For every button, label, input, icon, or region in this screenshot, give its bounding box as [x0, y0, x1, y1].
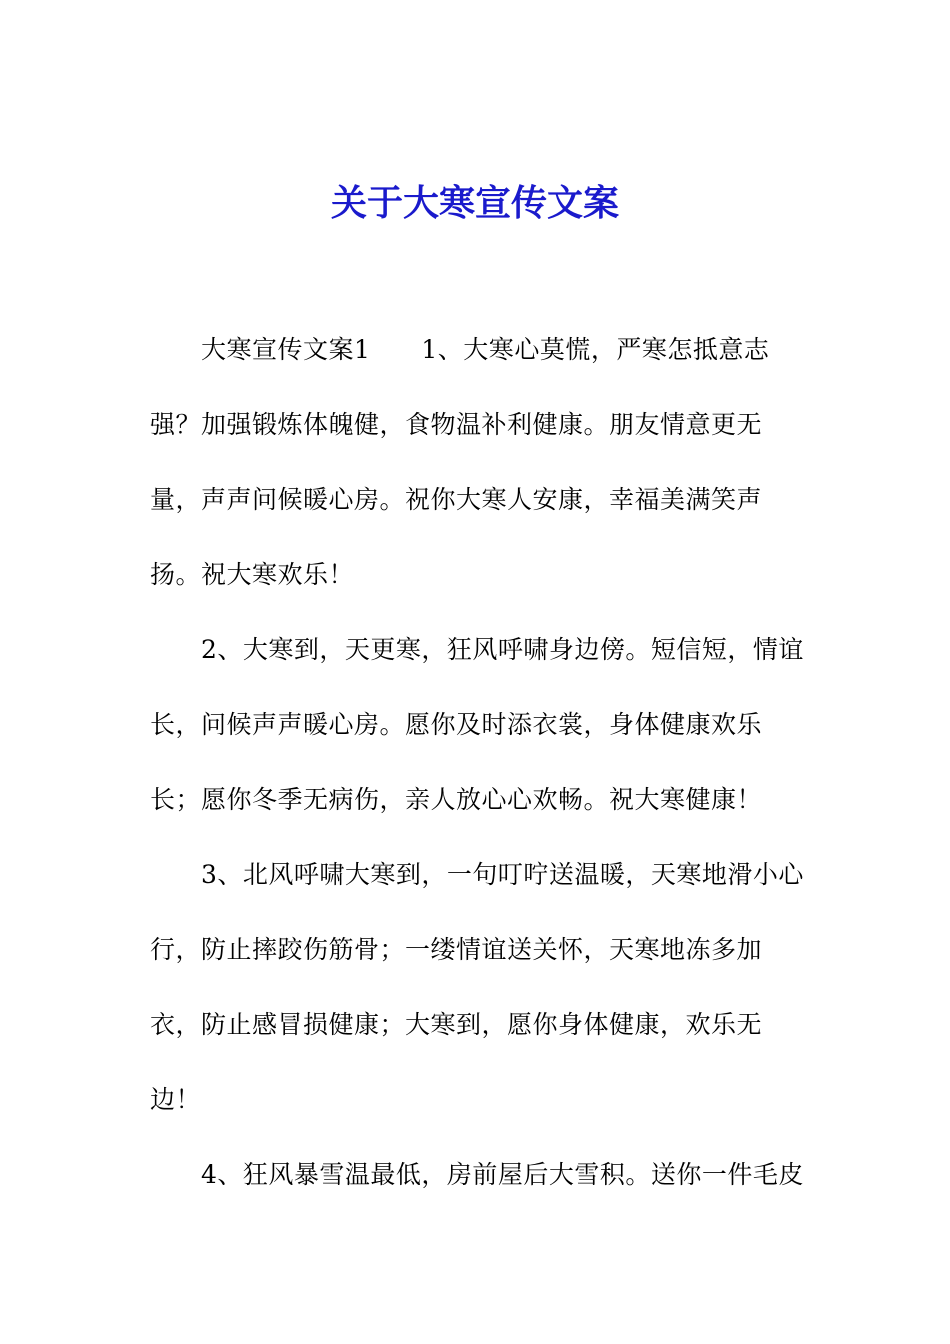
- text-line: 大寒宣传文案1 1、大寒心莫慌，严寒怎抵意志: [201, 335, 770, 364]
- text-line: 量，声声问候暖心房。祝你大寒人安康，幸福美满笑声: [150, 485, 763, 514]
- text-line: 3、北风呼啸大寒到，一句叮咛送温暖，天寒地滑小心: [201, 860, 804, 889]
- text-line: 行，防止摔跤伤筋骨；一缕情谊送关怀，天寒地冻多加: [150, 935, 763, 964]
- text-line: 2、大寒到，天更寒，狂风呼啸身边傍。短信短，情谊: [201, 635, 804, 664]
- text-line: 强？加强锻炼体魄健，食物温补利健康。朋友情意更无: [150, 410, 763, 439]
- text-line: 4、狂风暴雪温最低，房前屋后大雪积。送你一件毛皮: [201, 1160, 804, 1189]
- text-line: 长；愿你冬季无病伤，亲人放心心欢畅。祝大寒健康！: [150, 785, 763, 814]
- text-line: 衣，防止感冒损健康；大寒到，愿你身体健康，欢乐无: [150, 1010, 763, 1039]
- text-line: 边！: [150, 1085, 202, 1114]
- document-title: 关于大寒宣传文案: [330, 182, 619, 224]
- text-line: 扬。祝大寒欢乐！: [150, 560, 355, 589]
- text-line: 长，问候声声暖心房。愿你及时添衣裳，身体健康欢乐: [150, 710, 763, 739]
